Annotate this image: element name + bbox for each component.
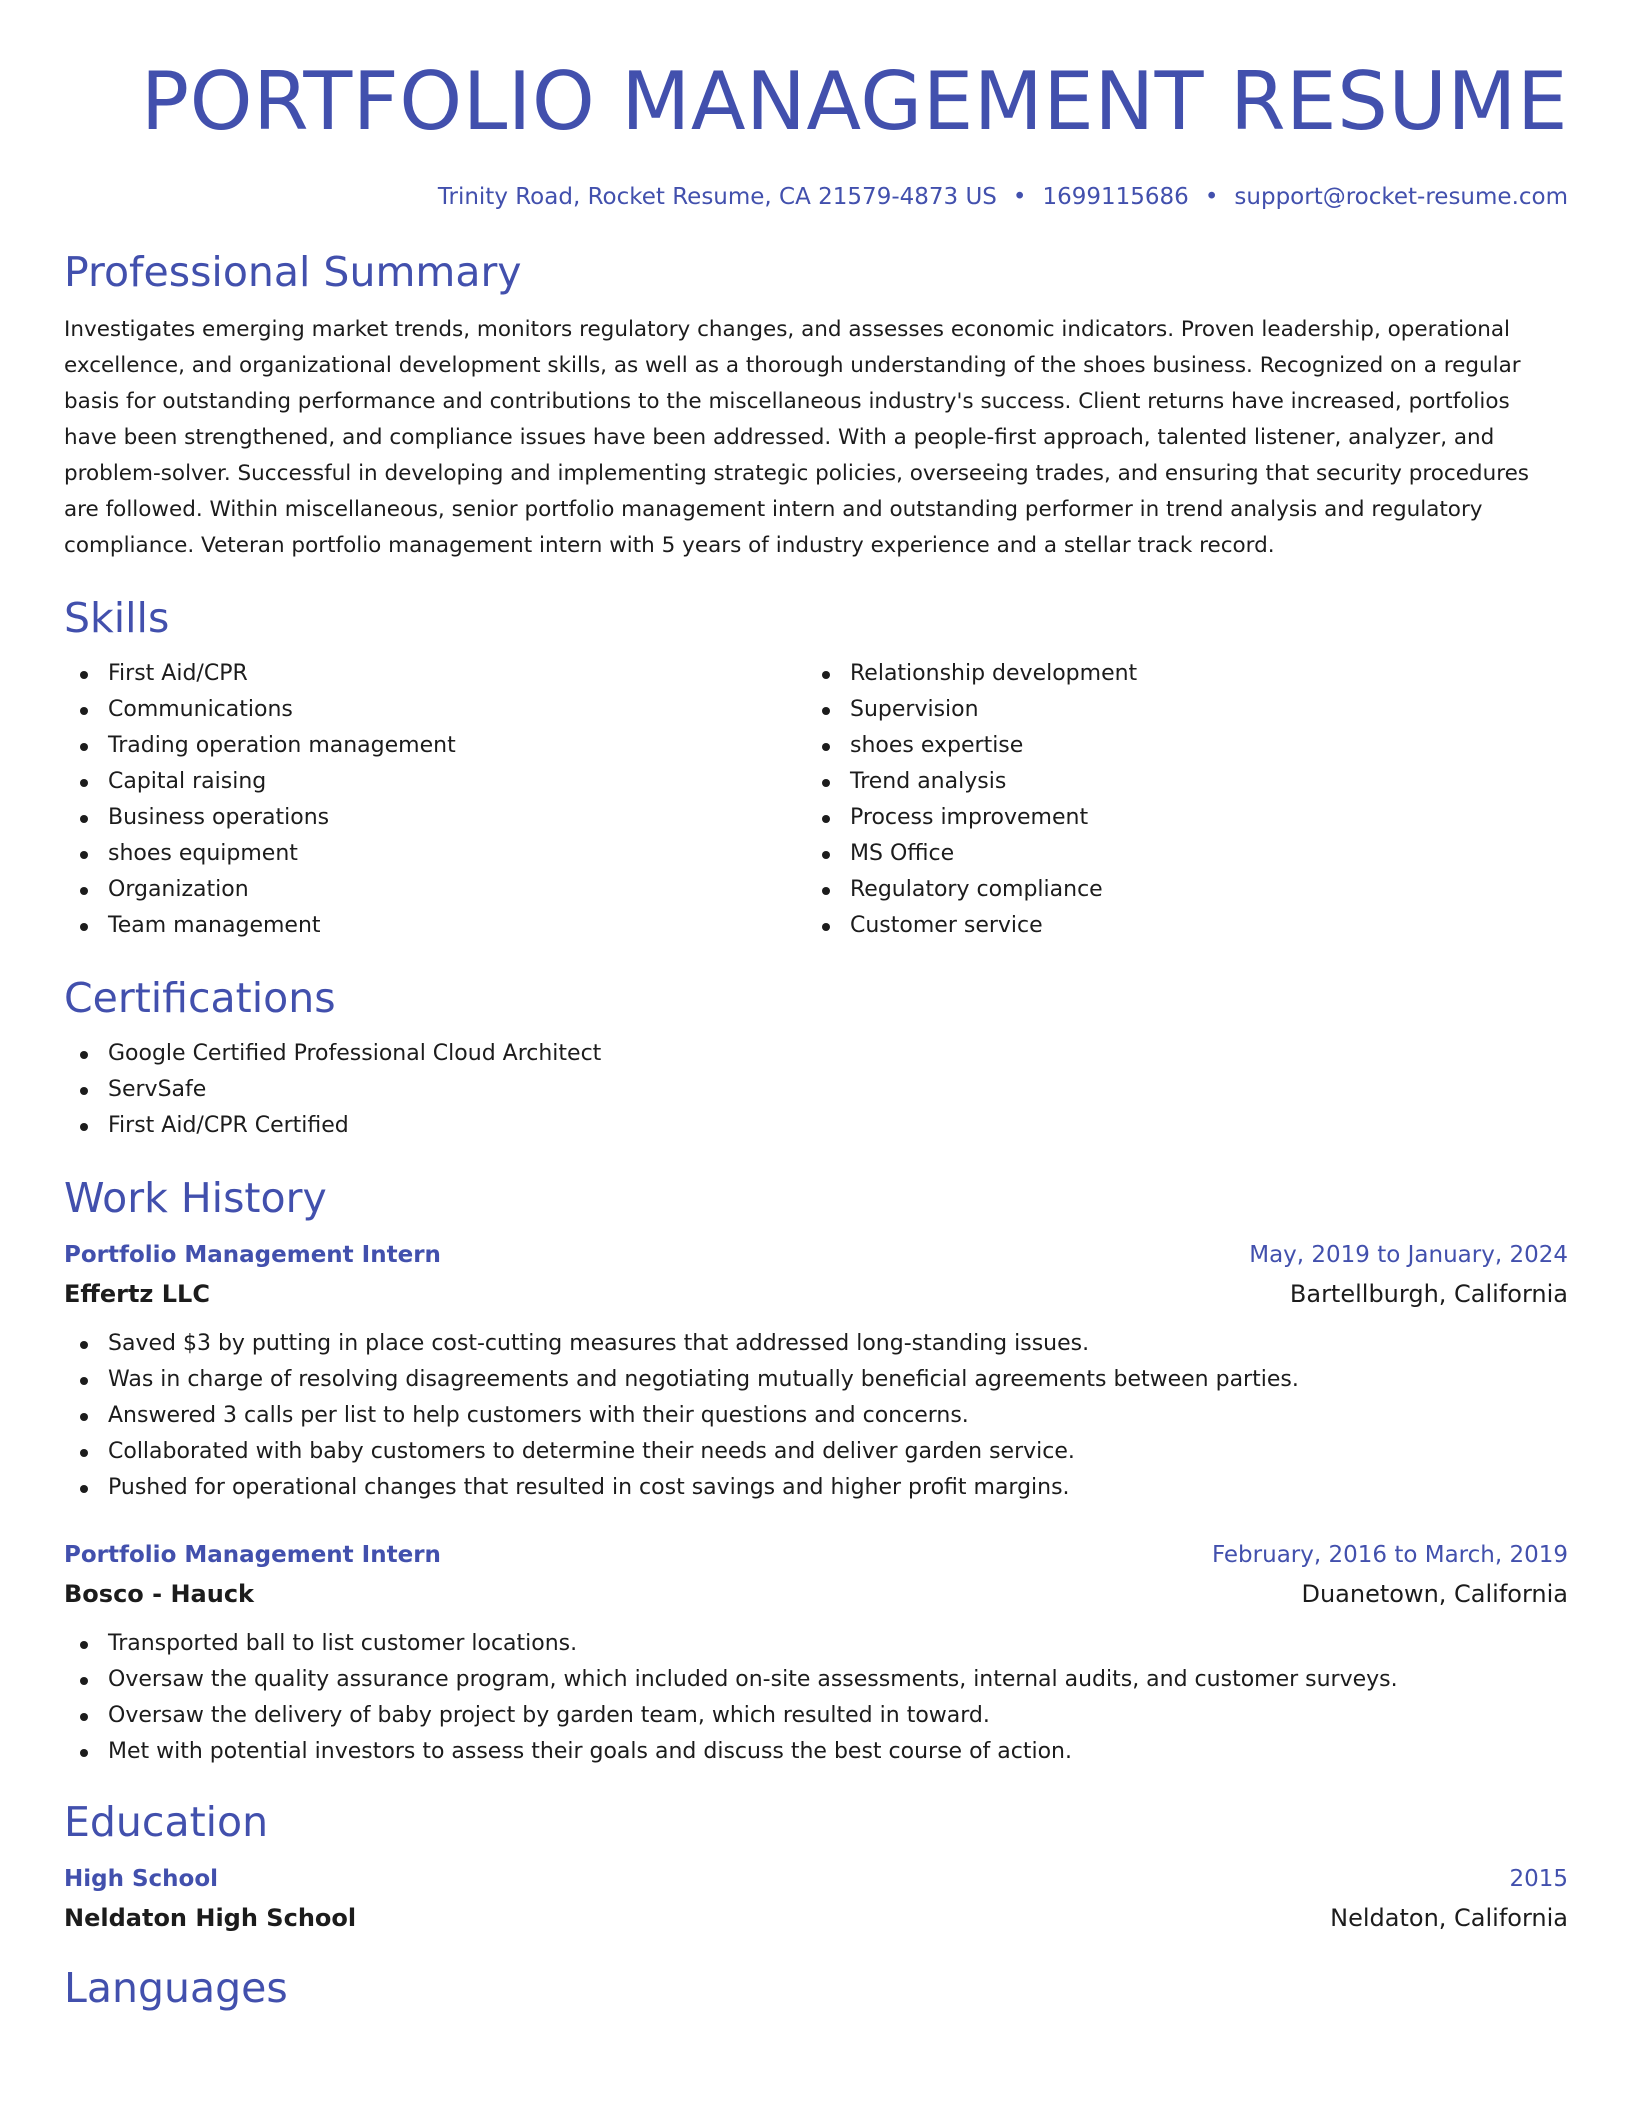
skill-item: MS Office [806, 836, 1548, 872]
education-school: Neldaton High School [64, 1904, 357, 1932]
job-bullet: Pushed for operational changes that resulted in cost savings and higher profit margins. [64, 1470, 1568, 1506]
job-location: Duanetown, California [1301, 1580, 1568, 1608]
education-year: 2015 [1509, 1866, 1568, 1892]
job-bullet: Collaborated with baby customers to determine their needs and deliver garden service. [64, 1434, 1568, 1470]
job-bullet: Saved $3 by putting in place cost-cutting measures that addressed long-standing issues. [64, 1326, 1568, 1362]
job-bullet: Was in charge of resolving disagreements and negotiating mutually beneficial agreements between parties. [64, 1362, 1568, 1398]
certifications-list [64, 1036, 1568, 1144]
skill-item: Supervision [806, 692, 1548, 728]
job-company: Bosco - Hauck [64, 1580, 255, 1608]
work-history-section [64, 1172, 1568, 1770]
languages-heading: Languages [64, 1964, 288, 2012]
skill-item: Communications [64, 692, 806, 728]
contact-address: Trinity Road, Rocket Resume, CA 21579-4873 US [437, 184, 997, 210]
skill-item: Process improvement [806, 800, 1548, 836]
job-title: Portfolio Management Intern [64, 1242, 441, 1268]
job-title-row [64, 1238, 1568, 1272]
skills-section [64, 592, 1568, 944]
work-history-heading: Work History [64, 1174, 327, 1222]
education-entry [64, 1862, 1568, 1936]
skill-item: Trading operation management [64, 728, 806, 764]
certifications-section [64, 972, 1568, 1144]
education-section [64, 1796, 1568, 1936]
certification-item: Google Certified Professional Cloud Architect [64, 1036, 1568, 1072]
job-bullet: Met with potential investors to assess their goals and discuss the best course of action. [64, 1734, 1568, 1770]
certification-item: ServSafe [64, 1072, 1568, 1108]
job-entry [64, 1538, 1568, 1770]
certification-item: First Aid/CPR Certified [64, 1108, 1568, 1144]
skill-item: Customer service [806, 908, 1548, 944]
skill-item: shoes equipment [64, 836, 806, 872]
job-bullet: Answered 3 calls per list to help customers with their questions and concerns. [64, 1398, 1568, 1434]
skills-heading: Skills [64, 594, 170, 642]
contact-line [64, 182, 1568, 212]
education-degree: High School [64, 1866, 219, 1892]
contact-separator: • [1204, 184, 1219, 210]
summary-text: Investigates emerging market trends, monitors regulatory changes, and assesses economic indicators. Proven leadership, operational excellence, and organizational development skills, as well as a thorough understanding of the shoes business. Recognized on a regular basis for outstanding performance and contributions to the miscellaneous industry's success. Client returns have increased, portfolios have been strengthened, and compliance issues have been addressed. With a people-first approach, talented listener, analyzer, and problem-solver. Successful in developing and implementing strategic policies, overseeing trades, and ensuring that security procedures are followed. Within miscellaneous, senior portfolio management intern and outstanding performer in trend analysis and regulatory compliance. Veteran portfolio management intern with 5 years of industry experience and a stellar track record. [64, 317, 1529, 558]
contact-email[interactable]: support@rocket-resume.com [1234, 184, 1568, 210]
skills-list-right [806, 656, 1548, 944]
education-heading: Education [64, 1798, 269, 1846]
job-company: Effertz LLC [64, 1280, 210, 1308]
summary-heading: Professional Summary [64, 248, 522, 296]
education-location: Neldaton, California [1330, 1904, 1568, 1932]
skill-item: shoes expertise [806, 728, 1548, 764]
skills-grid [64, 656, 1568, 944]
job-bullets [64, 1626, 1568, 1770]
job-title: Portfolio Management Intern [64, 1542, 441, 1568]
education-school-row [64, 1900, 1568, 1936]
skills-list-left [64, 656, 806, 944]
summary-section [64, 246, 1568, 564]
skill-item: Team management [64, 908, 806, 944]
job-title-row [64, 1538, 1568, 1572]
job-company-row [64, 1576, 1568, 1612]
skill-item: Capital raising [64, 764, 806, 800]
contact-phone: 1699115686 [1042, 184, 1189, 210]
job-bullet: Transported ball to list customer locations. [64, 1626, 1568, 1662]
job-bullet: Oversaw the delivery of baby project by garden team, which resulted in toward. [64, 1698, 1568, 1734]
job-location: Bartellburgh, California [1289, 1280, 1568, 1308]
job-dates: May, 2019 to January, 2024 [1249, 1242, 1568, 1268]
skill-item: First Aid/CPR [64, 656, 806, 692]
job-dates: February, 2016 to March, 2019 [1211, 1542, 1568, 1568]
education-degree-row [64, 1862, 1568, 1896]
skill-item: Trend analysis [806, 764, 1548, 800]
certifications-heading: Certifications [64, 974, 336, 1022]
skill-item: Regulatory compliance [806, 872, 1548, 908]
job-entry [64, 1238, 1568, 1506]
skill-item: Organization [64, 872, 806, 908]
contact-separator: • [1012, 184, 1027, 210]
job-company-row [64, 1276, 1568, 1312]
skill-item: Business operations [64, 800, 806, 836]
resume-title: PORTFOLIO MANAGEMENT RESUME [140, 55, 1568, 148]
skill-item: Relationship development [806, 656, 1548, 692]
job-bullets [64, 1326, 1568, 1506]
job-bullet: Oversaw the quality assurance program, which included on-site assessments, internal audits, and customer surveys. [64, 1662, 1568, 1698]
languages-section [64, 1962, 1568, 2014]
resume-page [64, 0, 1568, 2014]
